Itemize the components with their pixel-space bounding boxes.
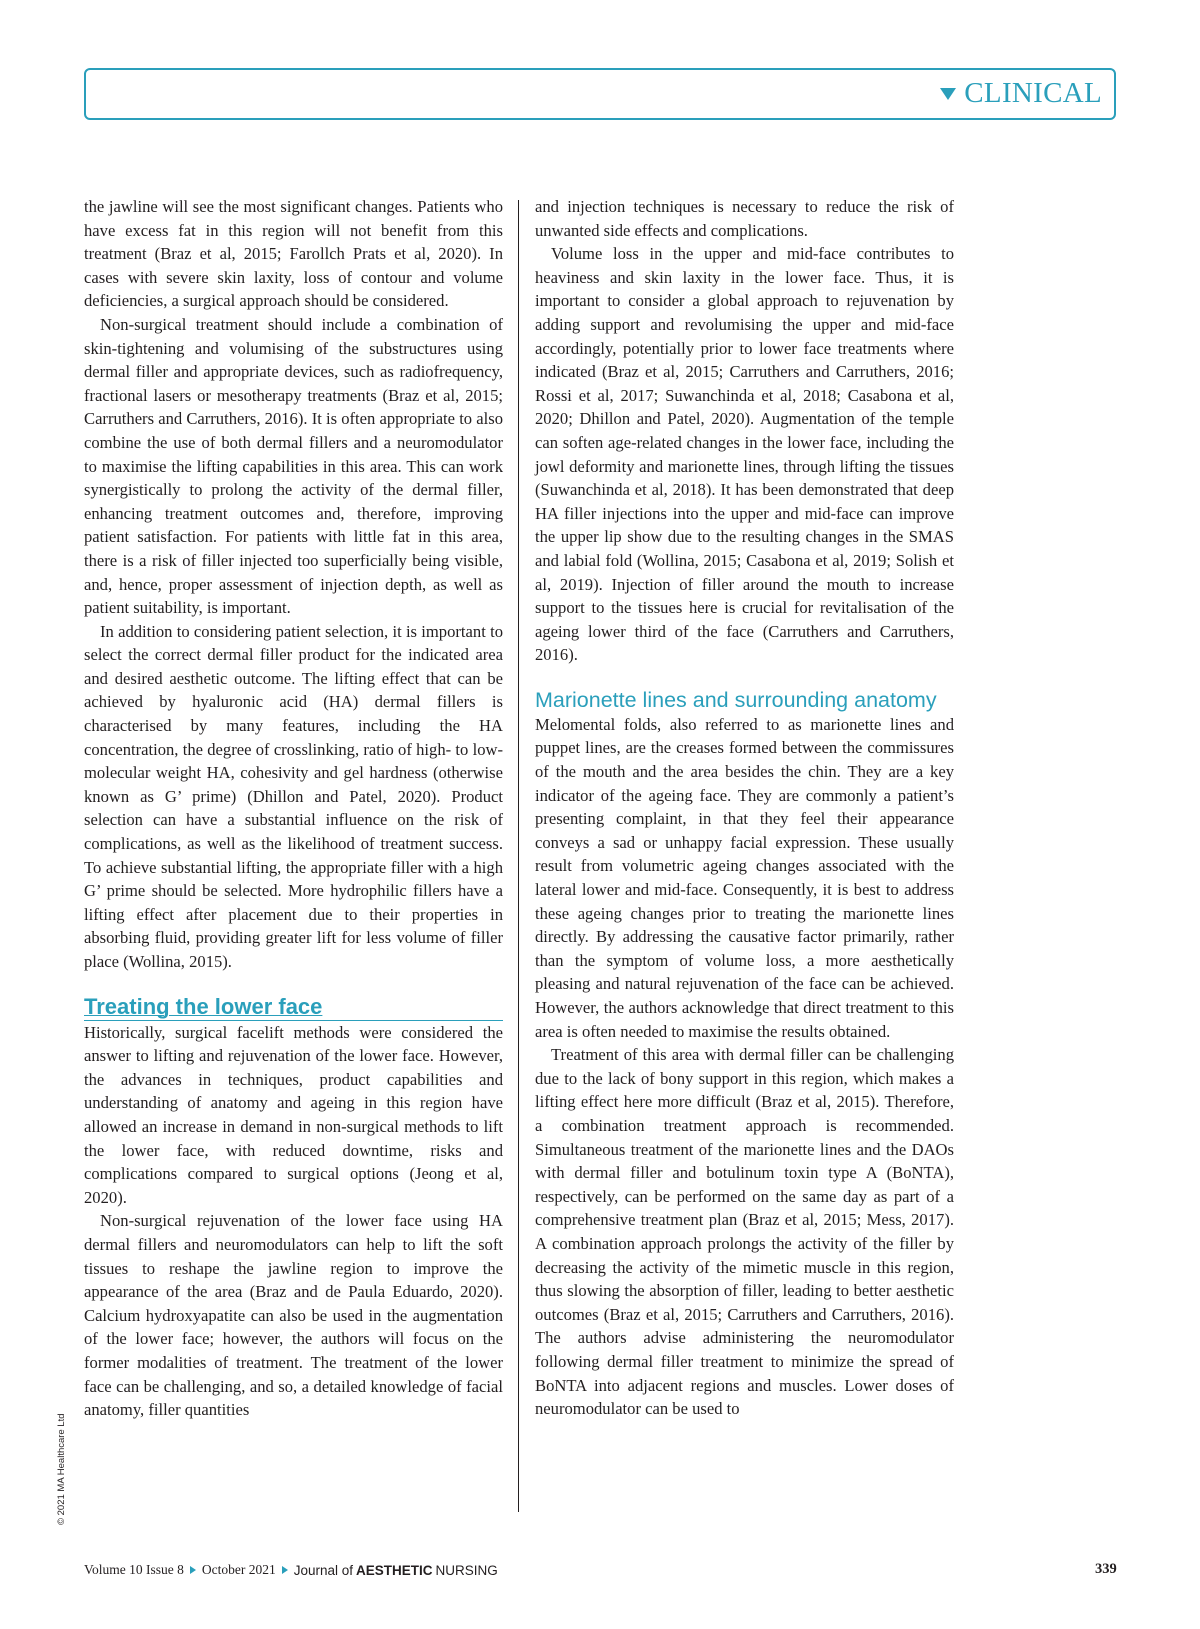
section-header-box xyxy=(84,68,1116,120)
triangle-right-icon xyxy=(190,1566,196,1574)
section-tag xyxy=(940,77,1102,110)
paragraph: Non-surgical treatment should include a combination of skin-tightening and volumising of the substructures using dermal filler and appropriate devices, such as radiofrequency, fractional lasers or mesotherapy treatments (Braz et al, 2015; Carruthers and Carruthers, 2016). It is often appropriate to also combine the use of both dermal fillers and a neuromodulator to maximise the lifting capabilities in this area. This can work synergistically to prolong the activity of the dermal filler, enhancing treatment outcomes and, therefore, improving patient satisfaction. For patients with little fat in this area, there is a risk of filler injected too superficially being visible, and, hence, proper assessment of injection depth, as well as patient suitability, is important. xyxy=(84,314,503,618)
footer-journal-prefix: Journal of xyxy=(293,1562,354,1578)
right-column xyxy=(535,195,954,1421)
footer-date: October 2021 xyxy=(201,1562,276,1577)
paragraph: In addition to considering patient selection, it is important to select the correct dermal filler product for the indicated area and desired aesthetic outcome. The lifting effect that can be achieved by hyaluronic acid (HA) dermal fillers is characterised by many features, including the HA concentration, the degree of crosslinking, ratio of high- to low-molecular weight HA, cohesivity and gel hardness (otherwise known as G’ prime) (Dhillon and Patel, 2020). Product selection can have a substantial influence on the risk of complications, as well as the likelihood of treatment success. To achieve substantial lifting, the appropriate filler with a high G’ prime should be selected. More hydrophilic fillers have a lifting effect after placement due to their properties in absorbing fluid, providing greater lift for less volume of filler place (Wollina, 2015). xyxy=(84,621,503,971)
column-divider xyxy=(518,200,519,1512)
paragraph: Treatment of this area with dermal filler can be challenging due to the lack of bony support in this region, which makes a lifting effect here more difficult (Braz et al, 2015). Therefore, a combination treatment approach is recommended. Simultaneous treatment of the marionette lines and the DAOs with dermal filler and botulinum toxin type A (BoNTA), respectively, can be performed on the same day as part of a comprehensive treatment plan (Braz et al, 2015; Mess, 2017). A combination approach prolongs the activity of the filler by decreasing the activity of the mimetic muscle in this region, thus slowing the absorption of filler, leading to better aesthetic outcomes (Braz et al, 2015; Carruthers and Carruthers, 2016). The authors advise administering the neuromodulator following dermal filler treatment to minimize the spread of BoNTA into adjacent regions and muscles. Lower doses of neuromodulator can be used to xyxy=(535,1045,954,1419)
paragraph: Volume loss in the upper and mid-face contributes to heaviness and skin laxity in the lower face. Thus, it is important to consider a global approach to rejuvenation by adding support and revolumising the upper and mid-face accordingly, potentially prior to lower face treatments where indicated (Braz et al, 2015; Carruthers and Carruthers, 2016; Rossi et al, 2017; Suwanchinda et al, 2018; Casabona et al, 2020; Dhillon and Patel, 2020). Augmentation of the temple can soften age-related changes in the lower face, including the jowl deformity and marionette lines, through lifting the tissues (Suwanchinda et al, 2018). It has been demonstrated that deep HA filler injections into the upper and mid-face can improve the upper lip show due to the resulting changes in the SMAS and labial fold (Wollina, 2015; Casabona et al, 2019; Solish et al, 2019). Injection of filler around the mouth to increase support to the tissues here is crucial for revitalisation of the ageing lower third of the face (Carruthers and Carruthers, 2016). xyxy=(535,244,954,665)
triangle-down-icon xyxy=(940,88,956,100)
footer-journal-suffix: NURSING xyxy=(435,1562,498,1578)
paragraph: Historically, surgical facelift methods were considered the answer to lifting and rejuvenation of the lower face. However, the advances in techniques, product capabilities and understanding of anatomy and ageing in this region have allowed an increase in demand in non-surgical methods to lift the lower face, with reduced downtime, risks and complications compared to surgical options (Jeong et al, 2020). xyxy=(84,1022,503,1207)
heading-text: Treating the lower face xyxy=(84,993,323,1019)
footer-journal-bold: AESTHETIC xyxy=(356,1562,433,1578)
triangle-right-icon xyxy=(282,1566,288,1574)
paragraph: and injection techniques is necessary to reduce the risk of unwanted side effects and complications. xyxy=(535,197,954,240)
page-footer xyxy=(84,1562,498,1578)
page-number: 339 xyxy=(1095,1561,1117,1577)
section-heading-treating-lower-face xyxy=(84,994,503,1021)
section-label: CLINICAL xyxy=(964,77,1102,109)
copyright-notice: © 2021 MA Healthcare Ltd xyxy=(56,1413,67,1525)
paragraph: Non-surgical rejuvenation of the lower face using HA dermal fillers and neuromodulators can help to lift the soft tissues to reshape the jawline region to improve the appearance of the area (Braz and de Paula Eduardo, 2020). Calcium hydroxyapatite can also be used in the augmentation of the lower face; however, the authors will focus on the former modalities of treatment. The treatment of the lower face can be challenging, and so, a detailed knowledge of facial anatomy, filler quantities xyxy=(84,1211,503,1420)
paragraph: the jawline will see the most significant changes. Patients who have excess fat in this region will not benefit from this treatment (Braz et al, 2015; Farollch Prats et al, 2020). In cases with severe skin laxity, loss of contour and volume deficiencies, a surgical approach should be considered. xyxy=(84,197,503,311)
paragraph: Melomental folds, also referred to as marionette lines and puppet lines, are the creases formed between the commissures of the mouth and the area besides the chin. They are a key indicator of the ageing face. They are commonly a patient’s presenting complaint, in that they feel their appearance conveys a sad or unhappy facial expression. These usually result from volumetric ageing changes associated with the lateral lower and mid-face. Consequently, it is best to address these ageing changes prior to treating the marionette lines directly. By addressing the causative factor primarily, rather than the symptom of volume loss, a more aesthetically pleasing and natural rejuvenation of the face can be achieved. However, the authors acknowledge that direct treatment to this area is often needed to maximise the results obtained. xyxy=(535,714,954,1041)
footer-volume: Volume 10 Issue 8 xyxy=(84,1562,184,1577)
left-column xyxy=(84,195,503,1422)
section-heading-marionette-lines: Marionette lines and surrounding anatomy xyxy=(535,687,937,712)
